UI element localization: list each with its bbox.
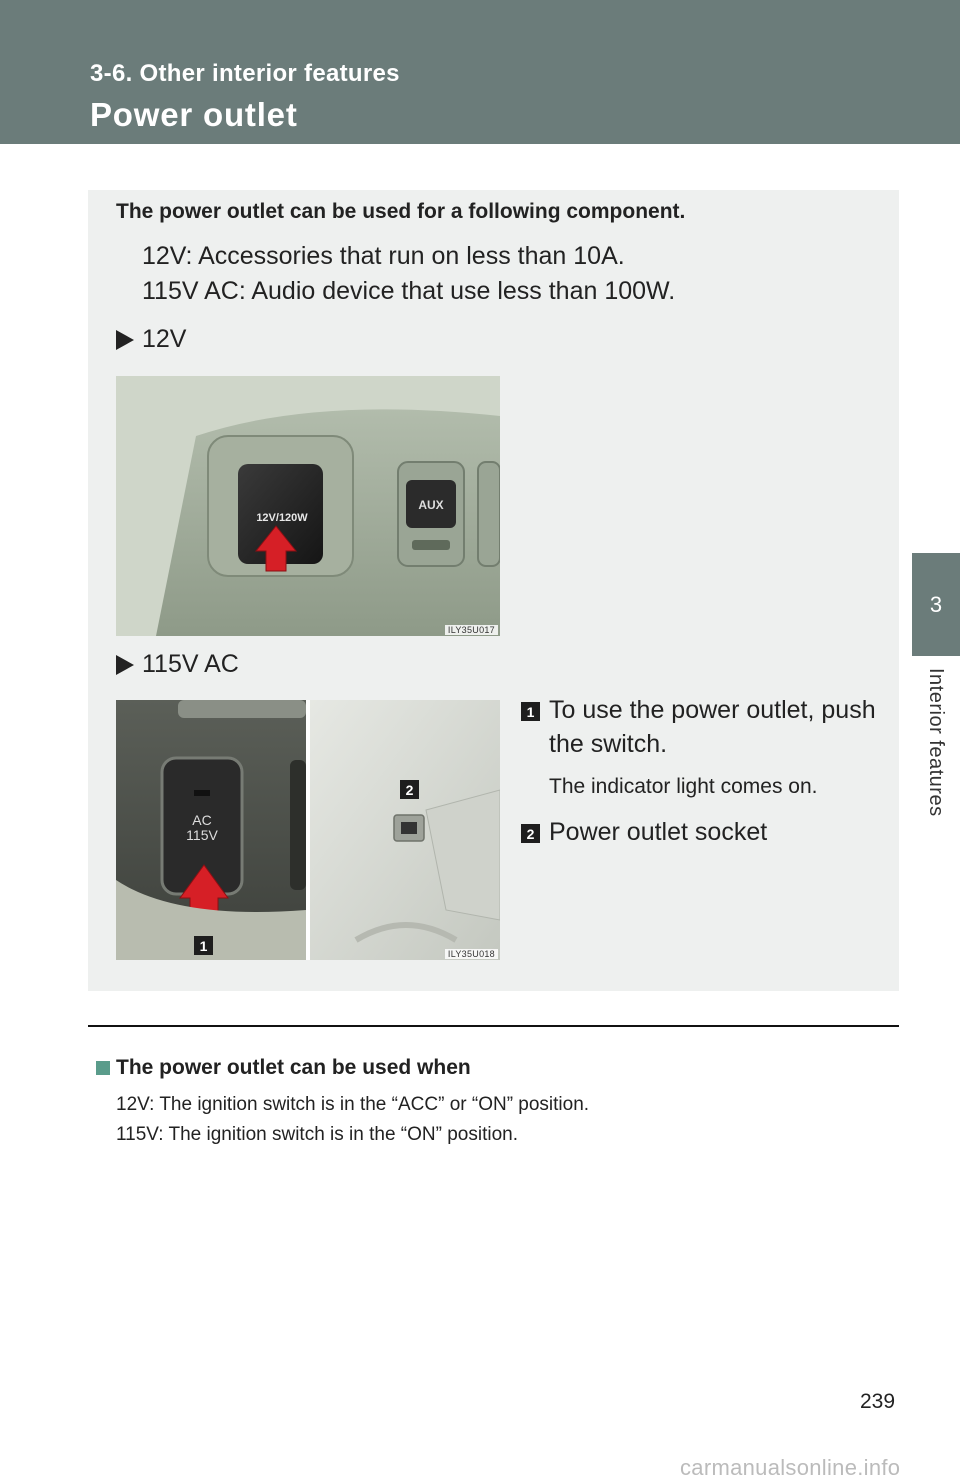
step-2-text: Power outlet socket <box>549 818 768 846</box>
step-1-badge: 1 <box>521 702 540 721</box>
chapter-tab[interactable] <box>912 553 960 656</box>
square-bullet-icon <box>96 1061 110 1075</box>
subheading-115v <box>116 650 239 679</box>
intro-heading: The power outlet can be used for a following component. <box>116 200 686 223</box>
photo2-badge-2: 2 <box>400 780 419 799</box>
watermark: carmanualsonline.info <box>680 1455 901 1480</box>
note-heading <box>96 1056 471 1080</box>
photo2-button-label-2: 115V <box>186 827 218 843</box>
note-line-115v: 115V: The ignition switch is in the “ON” position. <box>116 1124 519 1145</box>
photo2-badge-1: 1 <box>194 936 213 955</box>
photo2-button-label-1: AC <box>192 812 212 828</box>
photo2-code: ILY35U018 <box>445 949 498 959</box>
subheading-12v-label: 12V <box>142 325 187 353</box>
section-divider <box>88 1025 899 1027</box>
photo-115v-outlet <box>116 700 500 960</box>
triangle-bullet-icon <box>116 655 134 675</box>
subheading-12v <box>116 325 186 354</box>
section-label: 3-6. Other interior features <box>90 60 400 87</box>
chapter-label: Interior features <box>925 668 947 817</box>
photo-12v-outlet <box>116 376 500 636</box>
note-line-12v: 12V: The ignition switch is in the “ACC” or “ON” position. <box>116 1094 590 1115</box>
photo1-button-label: 12V/120W <box>256 512 308 524</box>
spec-line-115v: 115V AC: Audio device that use less than 100W. <box>142 277 676 305</box>
photo1-code: ILY35U017 <box>445 625 498 635</box>
photo1-aux-label: AUX <box>418 498 444 512</box>
step-2-badge: 2 <box>521 824 540 843</box>
page-number: 239 <box>860 1390 896 1413</box>
triangle-bullet-icon <box>116 330 134 350</box>
chapter-number: 3 <box>929 591 943 617</box>
step-1-subtext: The indicator light comes on. <box>549 775 818 798</box>
spec-line-12v: 12V: Accessories that run on less than 10A. <box>142 242 625 270</box>
step-1-text: To use the power outlet, push the switch. <box>549 696 876 758</box>
subheading-115v-label: 115V AC <box>142 650 239 678</box>
note-heading-label: The power outlet can be used when <box>116 1056 471 1079</box>
page-title: Power outlet <box>90 96 298 133</box>
